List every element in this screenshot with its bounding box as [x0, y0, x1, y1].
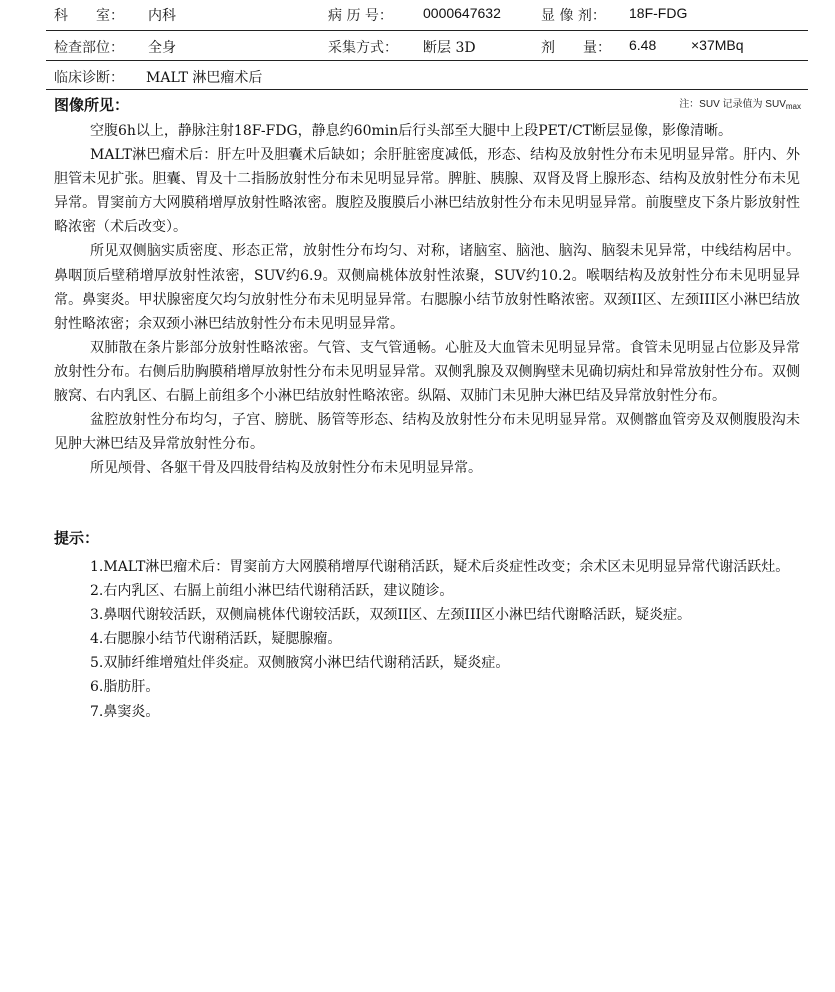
clinical-diagnosis-value: MALT 淋巴瘤术后 — [146, 70, 263, 86]
acquisition-method-value: 断层 3D — [423, 40, 476, 56]
tracer-value: 18F-FDG — [629, 5, 688, 21]
clinical-diagnosis-label: 临床诊断： — [54, 70, 124, 86]
findings-title: 图像所见： — [54, 96, 130, 114]
findings-paragraph: 所见双侧脑实质密度、形态正常，放射性分布均匀、对称，诸脑室、脑池、脑沟、脑裂未见异常，中线结构居中。鼻咽顶后壁稍增厚放射性浓密，SUV约6.9。双侧扁桃体放射性浓聚，SUV约10.2。喉咽结构及放射性分布未见明显异常。鼻窦炎。甲状腺密度欠均匀放射性分布未见明显异常。右腮腺小结节放射性略浓密。双颈II区、左颈III区小淋巴结放射性略浓密；余双颈小淋巴结放射性分布未见明显异常。 — [54, 243, 800, 332]
record-number-label: 病 历 号： — [328, 8, 393, 24]
impression-item: 4.右腮腺小结节代谢稍活跃，疑腮腺瘤。 — [90, 631, 342, 648]
findings-paragraph: 空腹6h以上，静脉注射18F-FDG，静息约60min后行头部至大腿中上段PET/CT断层显像，影像清晰。 — [90, 123, 733, 139]
department-value: 内科 — [148, 8, 176, 24]
impression-item: 1.MALT淋巴瘤术后：胃窦前方大网膜稍增厚代谢稍活跃，疑术后炎症性改变；余术区未见明显异常代谢活跃灶。 — [90, 559, 790, 575]
dose-value: 6.48 — [629, 37, 657, 53]
acquisition-method-label: 采集方式： — [328, 40, 398, 56]
findings-paragraph: 双肺散在条片影部分放射性略浓密。气管、支气管通畅。心脏及大血管未见明显异常。食管未见明显占位影及异常放射性分布。右侧后肋胸膜稍增厚放射性分布未见明显异常。双侧乳腺及双侧胸壁未见确切病灶和异常放射性分布。双侧腋窝、右内乳区、右膈上前组多个小淋巴结放射性略浓密。纵隔、双肺门未见肿大淋巴结及异常放射性分布。 — [54, 339, 800, 405]
impression-item: 6.脂肪肝。 — [90, 679, 160, 696]
impression-item: 2.右内乳区、右膈上前组小淋巴结代谢稍活跃，建议随诊。 — [90, 583, 454, 600]
header-divider — [46, 89, 808, 90]
findings-paragraph: MALT淋巴瘤术后：肝左叶及胆囊术后缺如；余肝脏密度减低，形态、结构及放射性分布未见明显异常。肝内、外胆管未见扩张。胆囊、胃及十二指肠放射性分布未见明显异常。脾脏、胰腺、双肾及肾上腺形态、结构及放射性分布未见异常。胃窦前方大网膜稍增厚放射性略浓密。腹腔及腹膜后小淋巴结放射性分布未见明显异常。前腹壁皮下条片影放射性略浓密（术后改变）。 — [54, 147, 800, 236]
suv-note-text: 注：SUV 记录值为 SUV — [679, 99, 786, 110]
findings-paragraph: 所见颅骨、各躯干骨及四肢骨结构及放射性分布未见明显异常。 — [90, 460, 482, 477]
exam-site-label: 检查部位： — [54, 40, 124, 56]
exam-site-value: 全身 — [148, 40, 176, 56]
impression-item: 3.鼻咽代谢较活跃，双侧扁桃体代谢较活跃，双颈II区、左颈III区小淋巴结代谢略活跃，疑炎症。 — [90, 607, 692, 624]
dose-label: 剂 量： — [541, 40, 611, 56]
header-row-department — [46, 0, 808, 28]
tracer-label: 显 像 剂： — [541, 8, 606, 24]
impression-title: 提示： — [54, 529, 100, 547]
findings-body — [54, 119, 800, 480]
findings-paragraph: 盆腔放射性分布均匀，子宫、膀胱、肠管等形态、结构及放射性分布未见明显异常。双侧髂血管旁及双侧腹股沟未见肿大淋巴结及异常放射性分布。 — [54, 412, 800, 453]
impression-item: 5.双肺纤维增殖灶伴炎症。双侧腋窝小淋巴结代谢稍活跃，疑炎症。 — [90, 655, 510, 672]
record-number-value: 0000647632 — [423, 5, 501, 21]
header-row-diagnosis — [46, 61, 808, 91]
dose-unit: ×37MBq — [691, 37, 744, 53]
header-row-exam — [46, 31, 808, 61]
suv-note — [679, 95, 801, 111]
impression-item: 7.鼻窦炎。 — [90, 703, 160, 720]
suv-note-subscript: max — [785, 102, 801, 111]
department-label: 科 室： — [54, 8, 124, 24]
impression-list — [90, 555, 802, 724]
